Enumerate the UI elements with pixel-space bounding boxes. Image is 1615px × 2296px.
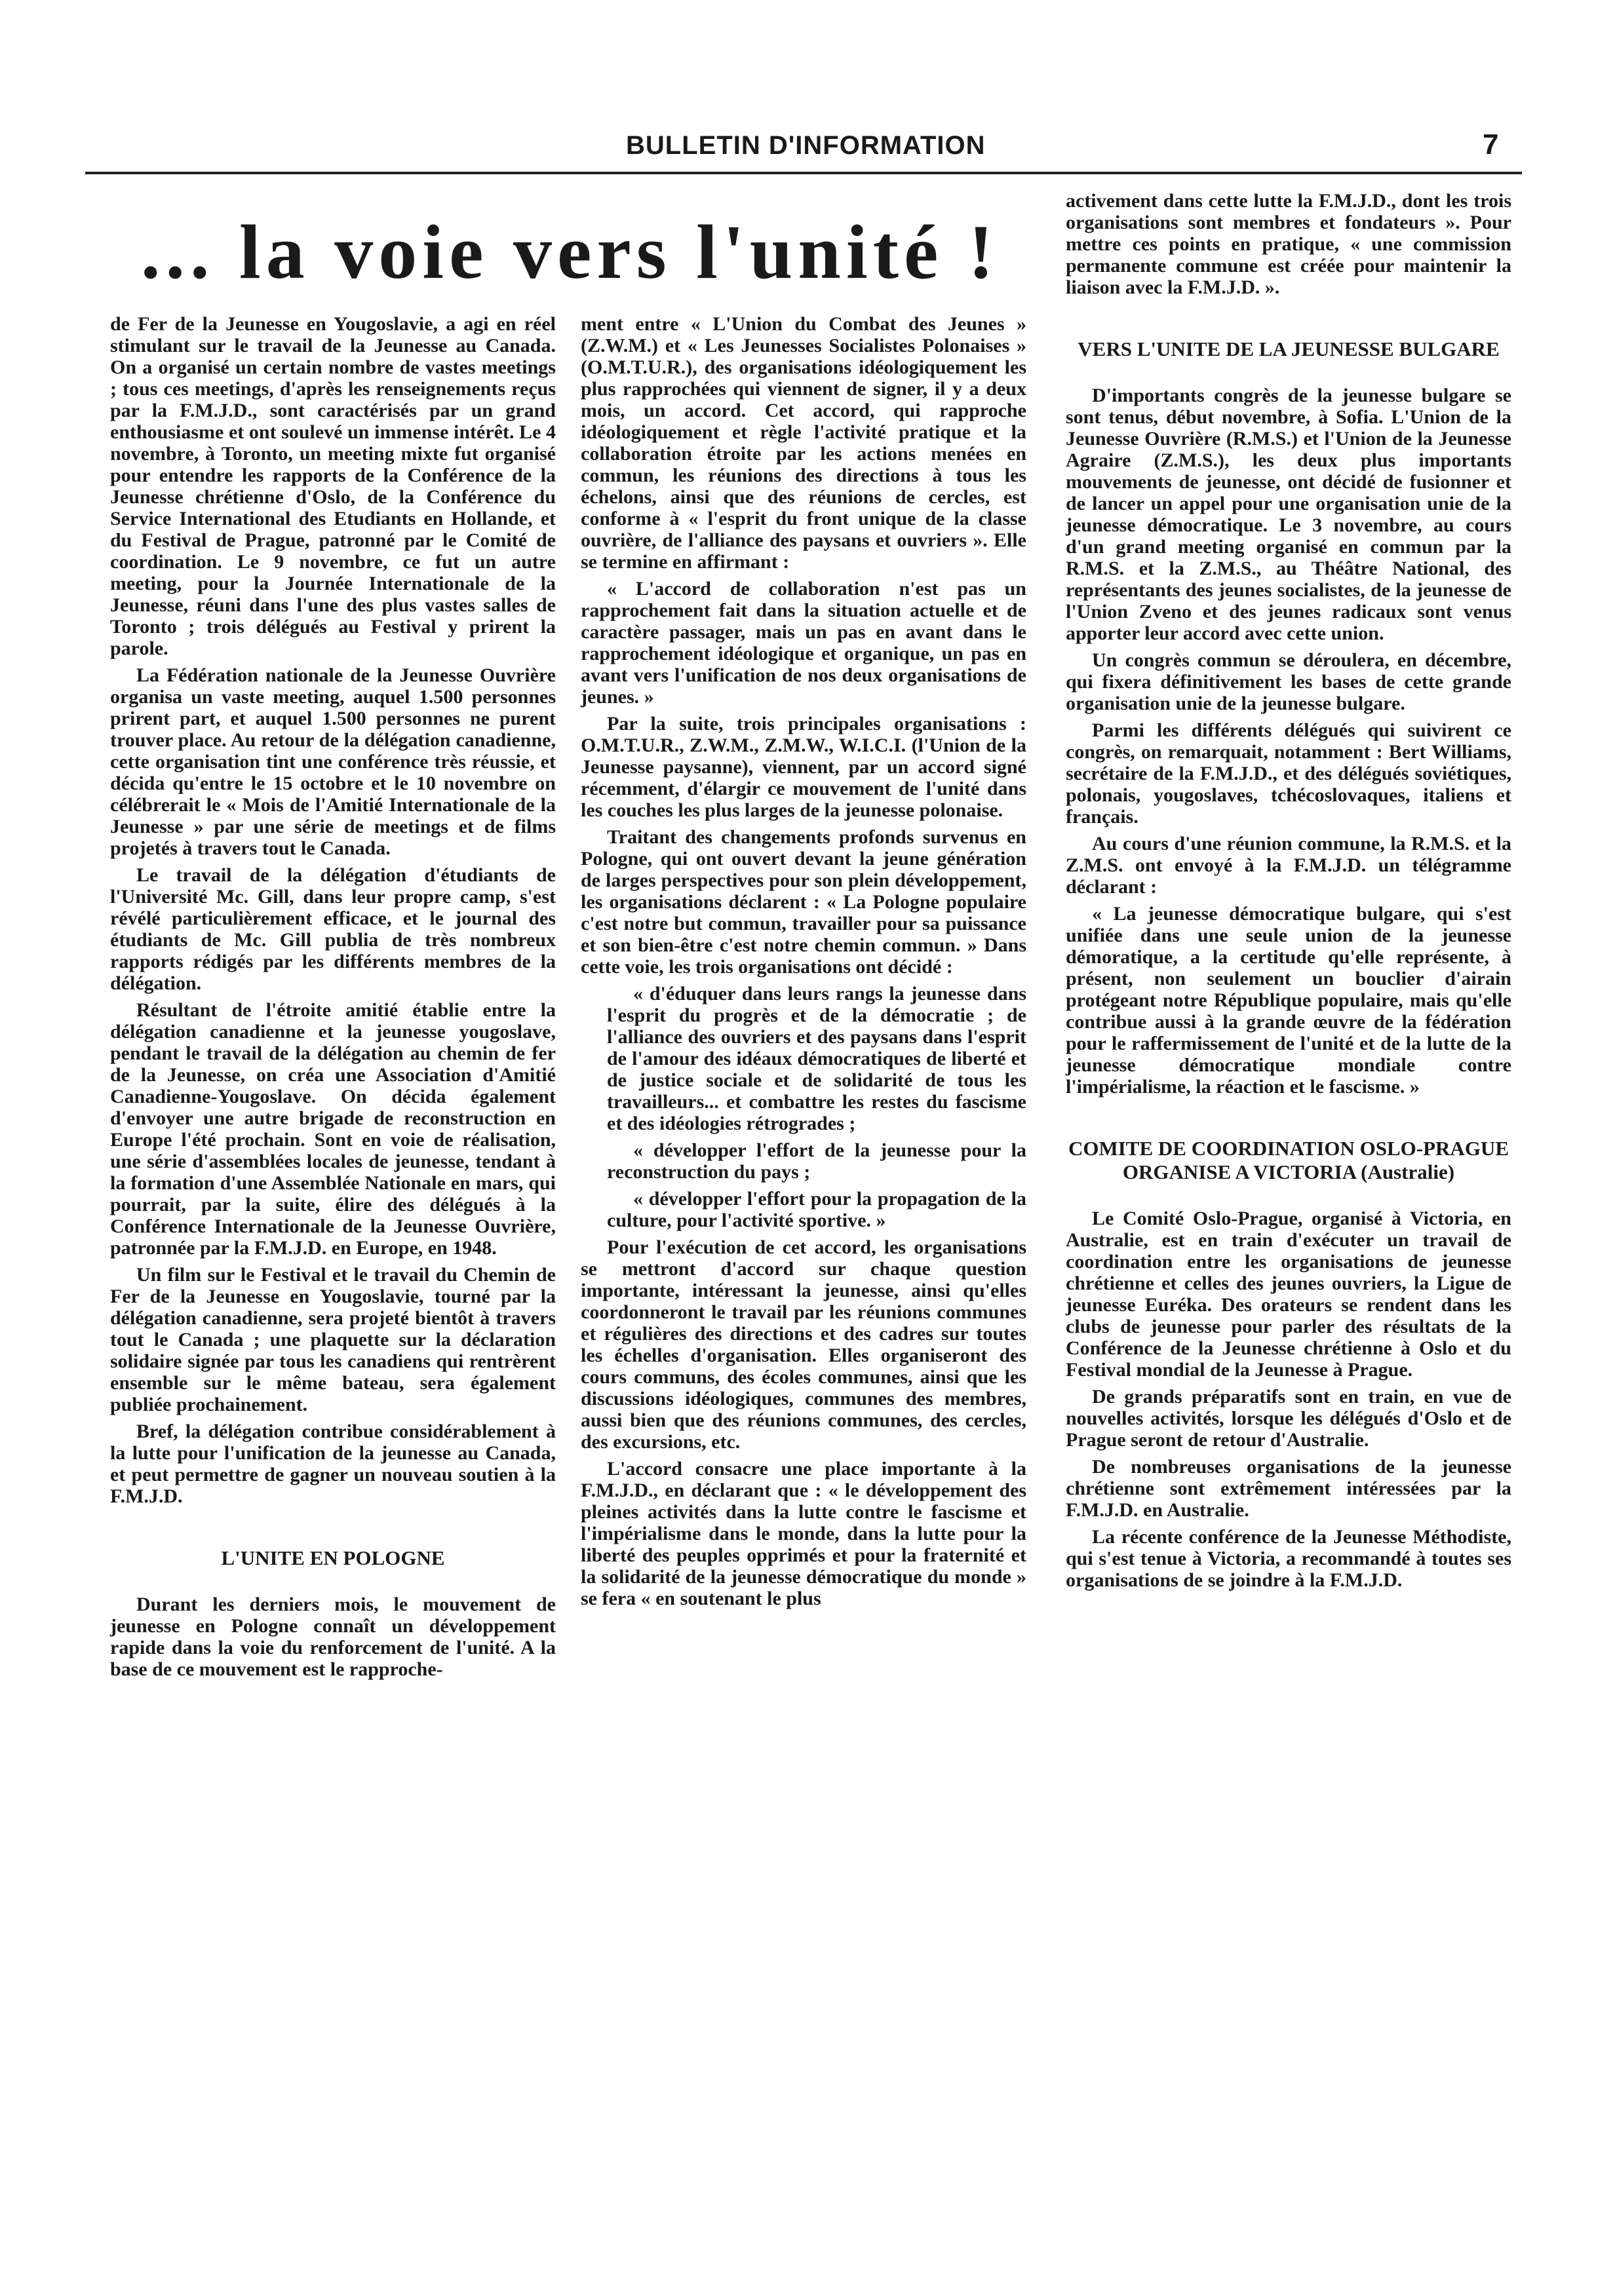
section-heading: VERS L'UNITE DE LA JEUNESSE BULGARE — [1078, 337, 1500, 360]
paragraph: Le Comité Oslo-Prague, organisé à Victoria, en Australie, est en train d'exécuter un travail de coordination entre les organisations de jeunesse chrétienne et celles des jeunes ouvriers, la Ligue de jeunesse Euréka. Des orateurs se rendent dans les clubs de jeunesse pour parler des résultats de la Conférence de la Jeunesse chrétienne à Oslo et du Festival mondial de la Jeunesse à Prague. — [1066, 1208, 1511, 1381]
section-heading: L'UNITE EN POLOGNE — [221, 1546, 445, 1569]
paragraph: Bref, la délégation contribue considérablement à la lutte pour l'unification de la jeunesse au Canada, et peut permettre de gagner un nouveau soutien à la F.M.J.D. — [110, 1421, 556, 1507]
paragraph: Durant les derniers mois, le mouvement de jeunesse en Pologne connaît un développement rapide dans la voie du renforcement de l'unité. A la base de ce mouvement est le rapproche- — [110, 1594, 556, 1680]
paragraph: La récente conférence de la Jeunesse Méthodiste, qui s'est tenue à Victoria, a recommandé à toutes ses organisations de se joindre à la F.M.J.D. — [1066, 1526, 1511, 1591]
paragraph: D'importants congrès de la jeunesse bulgare se sont tenus, début novembre, à Sofia. L'Union de la Jeunesse Ouvrière (R.M.S.) et l'Union de la Jeunesse Agraire (Z.M.S.), les deux plus importants mouvements de jeunesse, ont décidé de fusionner et de lancer un appel pour une organisation unie de la jeunesse démocratique. Le 3 novembre, au cours d'un grand meeting organisé en commun par la R.M.S. et la Z.M.S., au Théâtre National, des représentants des jeunes socialistes, de la jeunesse de l'Union Zveno et des jeunes radicaux sont venus apporter leur accord avec cette union. — [1066, 385, 1511, 644]
quote-item: « d'éduquer dans leurs rangs la jeunesse dans l'esprit du progrès et de la démocratie ; de l'alliance des ouvriers et des paysans dans l'esprit de l'amour des idéaux démocratiques de liberté et de justice sociale et de solidarité de tous les travailleurs... et combattre les restes du fascisme et des idéologies rétrogrades ; — [607, 983, 1026, 1134]
paragraph: Traitant des changements profonds survenus en Pologne, qui ont ouvert devant la jeune génération de larges perspectives pour son plein développement, les organisations déclarent : « La Pologne populaire c'est notre but commun, travailler pour sa puissance et son bien-être c'est notre chemin commun. » Dans cette voie, les trois organisations ont décidé : — [581, 826, 1026, 978]
paragraph: activement dans cette lutte la F.M.J.D., dont les trois organisations sont membres et fondateurs ». Pour mettre ces points en pratique, « une commission permanente commune est créée pour maintenir la liaison avec la F.M.J.D. ». — [1066, 190, 1511, 298]
paragraph: L'accord consacre une place importante à la F.M.J.D., en déclarant que : « le développement des pleines activités dans la lutte contre le fascisme et l'impérialisme dans le monde, dans la lutte pour la liberté des peuples opprimés et pour la fraternité et la solidarité de la jeunesse démocratique du monde » se fera « en soutenant le plus — [581, 1458, 1026, 1609]
header-rule — [85, 172, 1522, 174]
quote-paragraph: « L'accord de collaboration n'est pas un rapprochement fait dans la situation actuelle et de caractère passager, mais un pas en avant dans le rapprochement idéologique et organique, un pas en avant vers l'unification de nos deux organisations de jeunes. » — [581, 578, 1026, 708]
paragraph: Un film sur le Festival et le travail du Chemin de Fer de la Jeunesse en Yougoslavie, tourné par la délégation canadienne, sera projeté bientôt à travers tout le Canada ; une plaquette sur la déclaration solidaire signée par tous les canadiens qui rentrèrent ensemble sur le même bateau, sera également publiée prochainement. — [110, 1264, 556, 1415]
paragraph: de Fer de la Jeunesse en Yougoslavie, a agi en réel stimulant sur le travail de la Jeunesse au Canada. On a organisé un certain nombre de vastes meetings ; tous ces meetings, d'après les renseignements reçus par la F.M.J.D., sont caractérisés par un grand enthousiasme et ont soulevé un immense intérêt. Le 4 novembre, à Toronto, un meeting mixte fut organisé pour entendre les rapports de la Conférence de la Jeunesse chrétienne d'Oslo, de la Conférence du Service International des Etudiants en Hollande, et du Festival de Prague, patronné par le Comité de coordination. Le 9 novembre, ce fut un autre meeting, pour la Journée Internationale de la Jeunesse, réuni dans l'une des plus vastes salles de Toronto ; trois délégués au Festival y prirent la parole. — [110, 313, 556, 659]
paragraph: Un congrès commun se déroulera, en décembre, qui fixera définitivement les bases de cette grande organisation unie de la jeunesse bulgare. — [1066, 649, 1511, 714]
paragraph: Le travail de la délégation d'étudiants de l'Université Mc. Gill, dans leur propre camp, s'est révélé particulièrement efficace, et le journal des étudiants de Mc. Gill publia de très nombreux rapports rédigés par les différents membres de la délégation. — [110, 864, 556, 994]
column-2 — [581, 313, 1026, 1615]
quote-item: « développer l'effort de la jeunesse pour la reconstruction du pays ; — [607, 1139, 1026, 1183]
paragraph: Au cours d'une réunion commune, la R.M.S. et la Z.M.S. ont envoyé à la F.M.J.D. un télégramme déclarant : — [1066, 833, 1511, 898]
paragraph: ment entre « L'Union du Combat des Jeunes » (Z.W.M.) et « Les Jeunesses Socialistes Polonaises » (O.M.T.U.R.), des organisations idéologiquement les plus rapprochées qui viennent de signer, il y a deux mois, un accord. Cet accord, qui rapproche idéologiquement et règle l'activité pratique et la collaboration étroite par les actions menées en commun, les réunions des directions à tous les échelons, ainsi que des réunions de cercles, est conforme à « l'esprit du front unique de la classe ouvrière, de l'alliance des paysans et ouvriers ». Elle se termine en affirmant : — [581, 313, 1026, 573]
paragraph: Parmi les différents délégués qui suivirent ce congrès, on remarquait, notamment : Bert Williams, secrétaire de la F.M.J.D., et des délégués soviétiques, polonais, yougoslaves, tchécoslovaques, italiens et français. — [1066, 719, 1511, 828]
page-number: 7 — [1483, 128, 1499, 161]
paragraph: Résultant de l'étroite amitié établie entre la délégation canadienne et la jeunesse yougoslave, pendant le travail de la délégation au chemin de fer de la Jeunesse, on créa une Association d'Amitié Canadienne-Yougoslave. On décida également d'envoyer une autre brigade de reconstruction en Europe l'été prochain. Sont en voie de réalisation, une série d'assemblées locales de jeunesse, tendant à la formation d'une Assemblée Nationale en mars, qui pourrait, par la suite, élire des délégués à la Conférence Internationale de la Jeunesse Ouvrière, patronnée par la F.M.J.D. en Europe, en 1948. — [110, 999, 556, 1259]
paragraph: De grands préparatifs sont en train, en vue de nouvelles activités, lorsque les délégués d'Oslo et de Prague seront de retour d'Australie. — [1066, 1386, 1511, 1451]
paragraph: Pour l'exécution de cet accord, les organisations se mettront d'accord sur chaque question importante, intéressant la jeunesse, ainsi qu'elles coordonneront le travail par les réunions communes et régulières des directions et des cadres sur toutes les échelles d'organisation. Elles organiseront des cours communs, des écoles communes, ainsi que les discussions idéologiques, communes des membres, aussi bien que des réunions communes, des cercles, des excursions, etc. — [581, 1236, 1026, 1453]
column-1 — [110, 313, 556, 1685]
quote-paragraph: « La jeunesse démocratique bulgare, qui s'est unifiée dans une seule union de la jeunesse démoratique, a la certitude qu'elle représente, à présent, non seulement un bouclier d'airain protégeant notre République populaire, mais qu'elle contribue aussi à la grande œuvre de la fédération pour le raffermissement de l'unité et de la lutte de la jeunesse démocratique mondiale contre l'impérialisme, la réaction et le fascisme. » — [1066, 903, 1511, 1098]
column-3 — [1066, 190, 1511, 1596]
paragraph: Par la suite, trois principales organisations : O.M.T.U.R., Z.W.M., Z.M.W., W.I.C.I. (l'Union de la Jeunesse paysanne), viennent, par un accord signé récemment, d'élargir ce mouvement de l'unité dans les couches les plus larges de la jeunesse polonaise. — [581, 713, 1026, 821]
section-heading: COMITE DE COORDINATION OSLO-PRAGUE ORGANISE A VICTORIA (Australie) — [1068, 1137, 1509, 1183]
paragraph: La Fédération nationale de la Jeunesse Ouvrière organisa un vaste meeting, auquel 1.500 personnes prirent part, et auquel 1.500 personnes ne purent trouver place. Au retour de la délégation canadienne, cette organisation tint une conférence très réussie, et décida qu'entre le 15 octobre et le 10 novembre on célébrerait le « Mois de l'Amitié Internationale de la Jeunesse » par une série de meetings et de films projetés à travers tout le Canada. — [110, 664, 556, 859]
running-header: BULLETIN D'INFORMATION — [626, 131, 986, 160]
paragraph: De nombreuses organisations de la jeunesse chrétienne sont extrêmement intéressées par la F.M.J.D. en Australie. — [1066, 1456, 1511, 1521]
article-headline: ... la voie vers l'unité ! — [141, 209, 1000, 295]
quote-item: « développer l'effort pour la propagation de la culture, pour l'activité sportive. » — [607, 1188, 1026, 1231]
